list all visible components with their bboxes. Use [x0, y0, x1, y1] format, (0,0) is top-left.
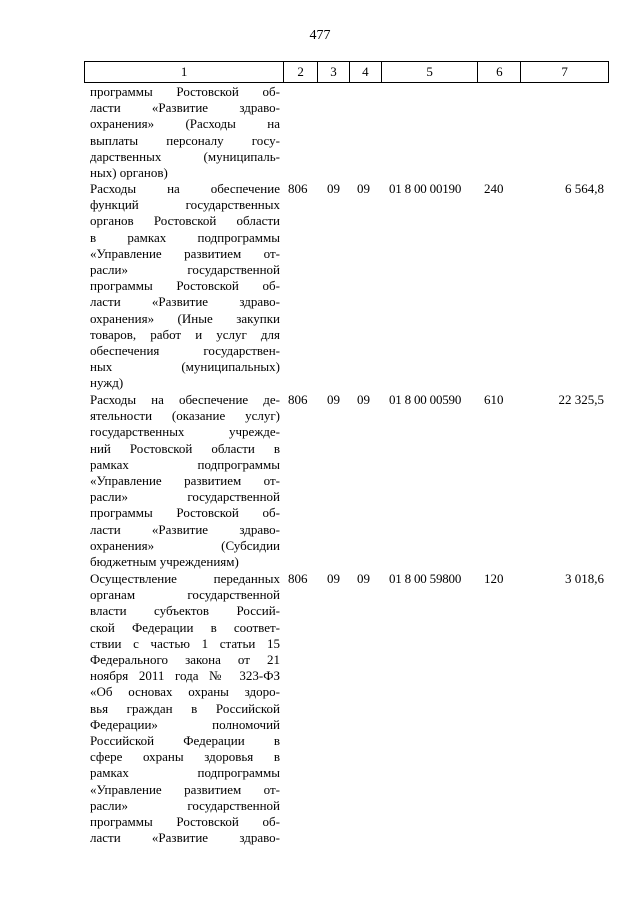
description-line: расли» государственной — [90, 262, 280, 278]
description-line: ствии с частью 1 статьи 15 — [90, 635, 280, 651]
row-amount: 6 564,8 — [565, 181, 604, 196]
description-line: ных) органов) — [90, 165, 168, 181]
description-line: расли» государственной — [90, 489, 280, 505]
description-line: Федерации» полномочий — [90, 716, 280, 732]
description-line: охранения» (Иные закупки — [90, 310, 280, 326]
row-ministry-code: 806 — [288, 571, 308, 586]
description-line: Расходы на обеспечение де- — [90, 392, 280, 407]
table-header-row — [84, 61, 609, 83]
row-section: 09 — [327, 571, 340, 586]
description-line: органов Ростовской области — [90, 213, 280, 229]
description-line: Российской Федерации в — [90, 733, 280, 749]
description-line: бюджетным учреждениям) — [90, 554, 239, 570]
description-line: «Управление развитием от- — [90, 781, 280, 797]
description-line: функций государственных — [90, 197, 280, 213]
row-target-article: 01 8 00 00590 — [389, 392, 462, 407]
description-line: государственных учрежде- — [90, 424, 280, 440]
description-line: ных (муниципальных) — [90, 359, 280, 375]
row-ministry-code: 806 — [288, 181, 308, 196]
row-section: 09 — [327, 392, 340, 407]
description-line: сфере охраны здоровья в — [90, 749, 280, 765]
row-expense-type: 610 — [484, 392, 504, 407]
description-line: в рамках подпрограммы — [90, 229, 280, 245]
description-line: ласти «Развитие здраво- — [90, 521, 280, 537]
description-line: власти субъектов Россий- — [90, 603, 280, 619]
table-row — [84, 571, 609, 846]
description-line: охранения» (Субсидии — [90, 537, 280, 553]
table-row — [84, 392, 609, 570]
row-description — [84, 181, 284, 392]
row-section: 09 — [327, 181, 340, 196]
description-line: программы Ростовской об- — [90, 505, 280, 521]
column-header-6: 6 — [478, 62, 521, 82]
description-line: охранения» (Расходы на — [90, 116, 280, 132]
description-line: выплаты персоналу госу- — [90, 132, 280, 148]
row-target-article: 01 8 00 59800 — [389, 571, 462, 586]
table-row — [84, 181, 609, 392]
page-number: 477 — [309, 28, 331, 43]
row-subsection: 09 — [357, 392, 370, 407]
description-line: обеспечения государствен- — [90, 343, 280, 359]
description-line: «Об основах охраны здоро- — [90, 684, 280, 700]
description-line: Осуществление переданных — [90, 571, 280, 586]
description-line: расли» государственной — [90, 797, 280, 813]
row-expense-type: 120 — [484, 571, 504, 586]
row-expense-type — [479, 84, 522, 181]
description-line: ласти «Развитие здраво- — [90, 100, 280, 116]
row-target-article — [382, 84, 479, 181]
row-target-article: 01 8 00 00190 — [389, 181, 462, 196]
description-line: ний Ростовской области в — [90, 440, 280, 456]
column-header-1: 1 — [85, 62, 284, 82]
column-header-5: 5 — [382, 62, 479, 82]
row-expense-type: 240 — [484, 181, 504, 196]
description-line: ласти «Развитие здраво- — [90, 830, 280, 846]
description-line: рамках подпрограммы — [90, 765, 280, 781]
description-line: «Управление развитием от- — [90, 473, 280, 489]
row-description — [84, 84, 284, 181]
description-line: ноября 2011 года № 323-ФЗ — [90, 668, 280, 684]
description-line: программы Ростовской об- — [90, 84, 280, 99]
description-line: «Управление развитием от- — [90, 245, 280, 261]
row-ministry-code — [284, 84, 318, 181]
row-subsection: 09 — [357, 571, 370, 586]
description-line: программы Ростовской об- — [90, 814, 280, 830]
row-amount — [522, 84, 609, 181]
table-row — [84, 84, 609, 181]
column-header-2: 2 — [284, 62, 318, 82]
column-header-7: 7 — [561, 64, 568, 79]
description-line: ласти «Развитие здраво- — [90, 294, 280, 310]
column-header-3: 3 — [318, 62, 350, 82]
row-amount: 3 018,6 — [565, 571, 604, 586]
description-line: ской Федерации в соответ- — [90, 619, 280, 635]
description-line: Федерального закона от 21 — [90, 652, 280, 668]
row-description — [84, 571, 284, 846]
description-line: товаров, работ и услуг для — [90, 326, 280, 342]
row-amount: 22 325,5 — [558, 392, 604, 407]
description-line: органам государственной — [90, 587, 280, 603]
description-line: вья граждан в Российской — [90, 700, 280, 716]
description-line: ятельности (оказание услуг) — [90, 408, 280, 424]
description-line: программы Ростовской об- — [90, 278, 280, 294]
row-subsection — [350, 84, 382, 181]
row-section — [318, 84, 350, 181]
row-subsection: 09 — [357, 181, 370, 196]
row-ministry-code: 806 — [288, 392, 308, 407]
description-line: рамках подпрограммы — [90, 456, 280, 472]
description-line: Расходы на обеспечение — [90, 181, 280, 196]
description-line: нужд) — [90, 375, 124, 391]
row-description — [84, 392, 284, 570]
description-line: дарственных (муниципаль- — [90, 148, 280, 164]
column-header-4: 4 — [350, 62, 382, 82]
